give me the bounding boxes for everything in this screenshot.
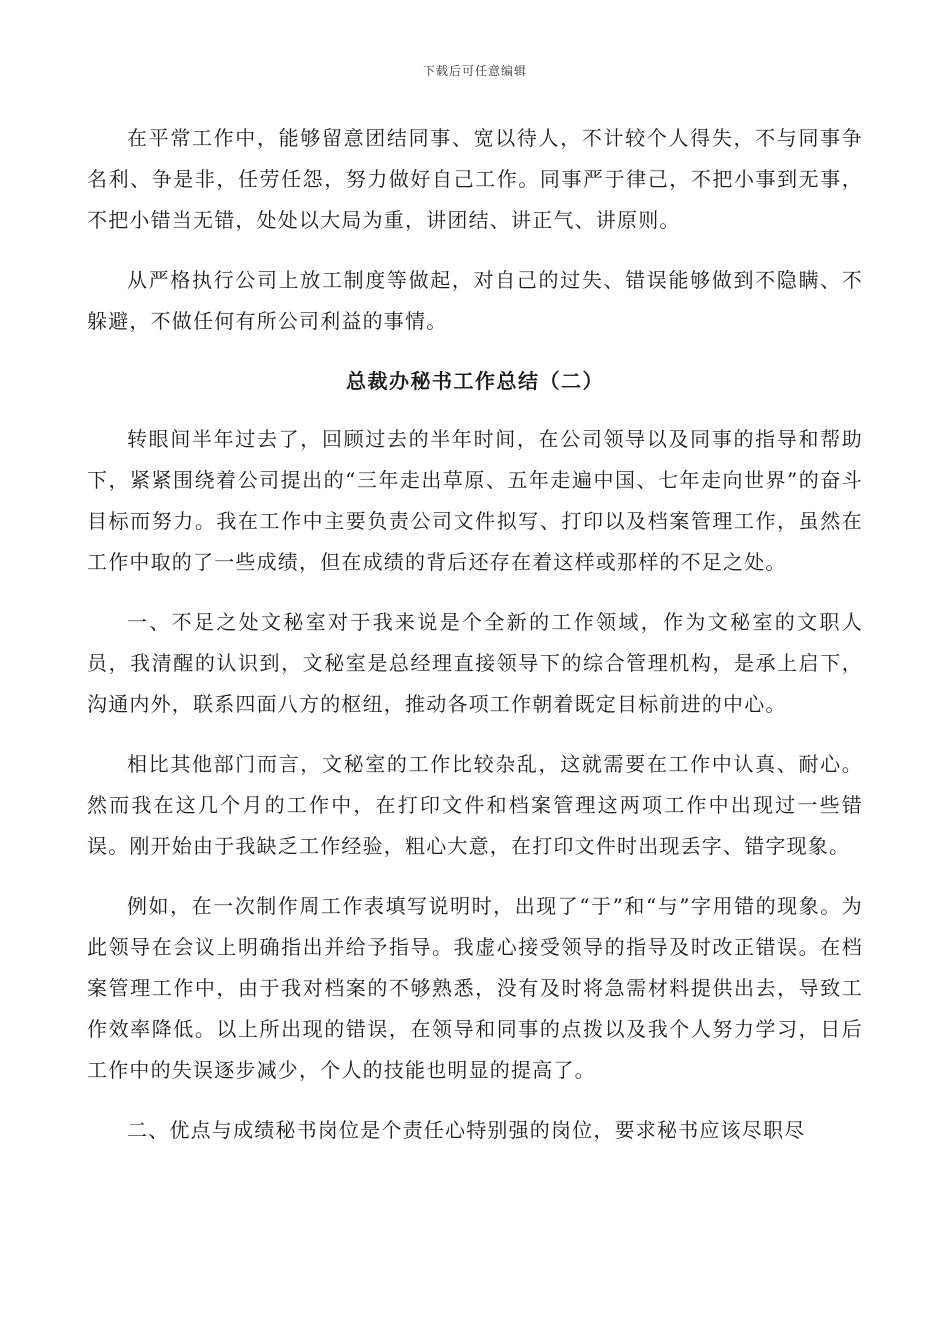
body-paragraph: 转眼间半年过去了，回顾过去的半年时间，在公司领导以及同事的指导和帮助下，紧紧围绕着公司提出的“三年走出草原、五年走遍中国、七年走向世界”的奋斗目标而努力。我在工作中主要负责公司文件拟写、打印以及档案管理工作，虽然在工作中取的了一些成绩，但在成绩的背后还存在着这样或那样的不足之处。 (87, 427, 863, 574)
body-paragraph: 相比其他部门而言，文秘室的工作比较杂乱，这就需要在工作中认真、耐心。然而我在这几个月的工作中，在打印文件和档案管理这两项工作中出现过一些错误。刚开始由于我缺乏工作经验，粗心大意，在打印文件时出现丢字、错字现象。 (87, 752, 863, 858)
document-body (87, 118, 863, 1170)
body-paragraph: 从严格执行公司上放工制度等做起，对自己的过失、错误能够做到不隐瞒、不躲避，不做任何有所公司利益的事情。 (87, 268, 863, 333)
section-title: 总裁办秘书工作总结（二） (346, 369, 604, 393)
body-paragraph: 一、不足之处文秘室对于我来说是个全新的工作领域，作为文秘室的文职人员，我清醒的认识到，文秘室是总经理直接领导下的综合管理机构，是承上启下，沟通内外，联系四面八方的枢纽，推动各项工作朝着既定目标前进的中心。 (87, 610, 863, 716)
body-paragraph: 在平常工作中，能够留意团结同事、宽以待人，不计较个人得失，不与同事争名利、争是非，任劳任怨，努力做好自己工作。同事严于律己，不把小事到无事，不把小错当无错，处处以大局为重，讲团结、讲正气、讲原则。 (87, 126, 863, 232)
page-header-note: 下载后可任意编辑 (422, 64, 527, 78)
body-paragraph: 二、优点与成绩秘书岗位是个责任心特别强的岗位，要求秘书应该尽职尽 (127, 1118, 806, 1142)
body-paragraph: 例如，在一次制作周工作表填写说明时，出现了“于”和“与”字用错的现象。为此领导在会议上明确指出并给予指导。我虚心接受领导的指导及时改正错误。在档案管理工作中，由于我对档案的不够熟悉，没有及时将急需材料提供出去，导致工作效率降低。以上所出现的错误，在领导和同事的点拨以及我个人努力学习，日后工作中的失误逐步减少，个人的技能也明显的提高了。 (87, 894, 863, 1082)
